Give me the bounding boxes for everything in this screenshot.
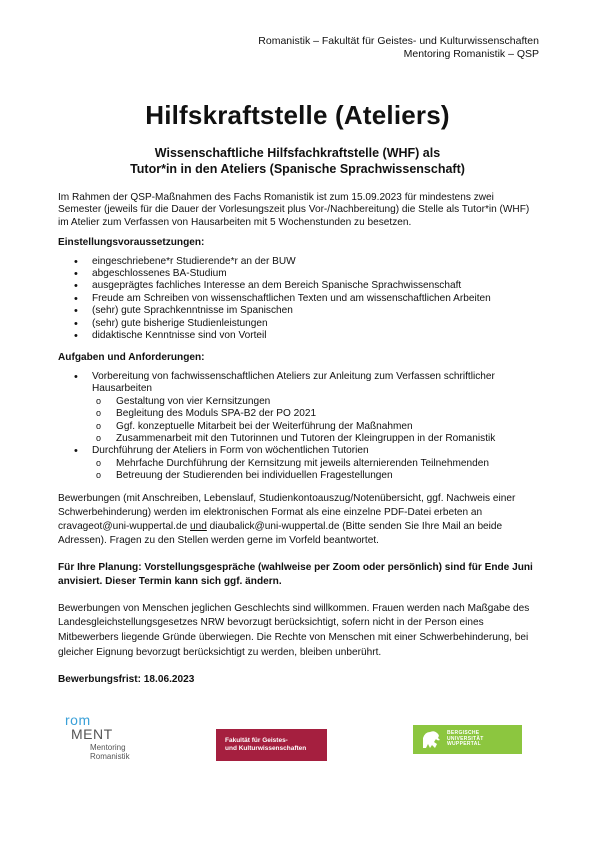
document-body — [58, 192, 539, 686]
task-label: Vorbereitung von fachwissenschaftlichen Ateliers zur Anleitung zum Verfassen schriftlicher Hausarbeiten — [92, 370, 495, 395]
task-label: Durchführung der Ateliers in Form von wöchentlichen Tutorien — [92, 445, 369, 457]
lion-emblem-icon — [419, 729, 443, 750]
romment-logo-sub-1: Mentoring — [90, 743, 126, 752]
sub-list — [92, 458, 539, 483]
diversity-paragraph: Bewerbungen von Menschen jeglichen Geschlechts sind willkommen. Frauen werden nach Maßgabe des Landesgleichstellungsgesetzes NRW bevorzugt berücksichtigt, sofern nicht in der Person eines Mitbewerbers liegende Gründe überwiegen. Die Rechte von Menschen mit einer Schwerbehinderung, bei gleicher Eignung bevorzugt berücksichtigt zu werden, bleiben unberührt. — [58, 602, 530, 658]
romment-logo — [65, 713, 145, 769]
buw-logo-line-2: UNIVERSITÄT — [447, 735, 484, 742]
sub-list-item: o Betreuung der Studierenden bei individuellen Fragestellungen — [92, 470, 539, 482]
faculty-logo-line-1: Fakultät für Geistes- — [225, 737, 288, 744]
list-item: • (sehr) gute bisherige Studienleistungen — [58, 318, 539, 330]
faculty-logo-line-2: und Kulturwissenschaften — [225, 745, 307, 752]
faculty-logo — [216, 729, 327, 761]
buw-logo-line-3: WUPPERTAL — [447, 741, 481, 748]
list-item: • didaktische Kenntnisse sind von Vorteil — [58, 330, 539, 342]
list-item: • ausgeprägtes fachliches Interesse an dem Bereich Spanische Sprachwissenschaft — [58, 280, 539, 292]
list-item: • (sehr) gute Sprachkenntnisse im Spanischen — [58, 305, 539, 317]
romment-logo-sub-2: Romanistik — [90, 752, 130, 761]
sub-list — [92, 396, 539, 446]
buw-logo — [413, 725, 522, 754]
sub-list-item: o Zusammenarbeit mit den Tutorinnen und Tutoren der Kleingruppen in der Romanistik — [92, 433, 539, 445]
list-item: • Freude am Schreiben von wissenschaftlichen Texten und am wissenschaftlichen Arbeiten — [58, 293, 539, 305]
logo-bar — [58, 713, 538, 773]
requirements-list — [58, 256, 539, 343]
application-und: und — [190, 520, 207, 532]
page-subtitle — [0, 145, 595, 177]
planning-paragraph: Für Ihre Planung: Vorstellungsgespräche (wahlweise per Zoom oder persönlich) sind für Ende Juni anvisiert. Dieser Termin kann sich ggf. ändern. — [58, 561, 533, 587]
list-item: • eingeschriebene*r Studierende*r an der BUW — [58, 256, 539, 268]
intro-paragraph: Im Rahmen der QSP-Maßnahmen des Fachs Romanistik ist zum 15.09.2023 für mindestens zwei Semester (jeweils für die Dauer der Vorlesungszeit plus Vor-/Nachbereitung) die Stelle als Tutor*in (WHF) im Atelier zum Verfassen von Hausarbeiten mit 5 Wochenstunden zu besetzen. — [58, 192, 530, 228]
subtitle-line-2: Tutor*in in den Ateliers (Spanische Sprachwissenschaft) — [130, 162, 465, 176]
tasks-heading: Aufgaben und Anforderungen: — [58, 352, 205, 364]
header-program: Mentoring Romanistik – QSP — [403, 48, 539, 60]
romment-logo-top: rom — [65, 712, 91, 728]
tasks-list — [58, 371, 539, 483]
list-item: • abgeschlossenes BA-Studium — [58, 268, 539, 280]
requirements-heading: Einstellungsvoraussetzungen: — [58, 237, 205, 249]
romment-logo-bottom: MENT — [71, 726, 113, 742]
application-text-2: diaubalick@uni-wuppertal.de (Bitte senden Sie Ihre Mail an beide Adressen). Fragen zu den Stellen werden gerne im Vorfeld beantwortet. — [58, 520, 503, 546]
sub-list-item: o Gestaltung von vier Kernsitzungen — [92, 396, 539, 408]
page-title: Hilfskraftstelle (Ateliers) — [145, 100, 450, 130]
list-item — [58, 445, 539, 482]
application-text-1: Bewerbungen (mit Anschreiben, Lebenslauf, Studienkontoauszug/Notenübersicht, ggf. Nachweis einer Schwerbehinderung) werden im elektronischen Format als eine einzelne PDF-Datei erbeten an cravageot@uni-wuppertal.de — [58, 492, 516, 532]
sub-list-item: o Begleitung des Moduls SPA-B2 der PO 2021 — [92, 408, 539, 420]
application-paragraph — [58, 492, 539, 548]
sub-list-item: o Mehrfache Durchführung der Kernsitzung mit jeweils alternierenden Teilnehmenden — [92, 458, 539, 470]
list-item — [58, 371, 539, 445]
header-faculty: Romanistik – Fakultät für Geistes- und Kulturwissenschaften — [258, 35, 539, 47]
subtitle-line-1: Wissenschaftliche Hilfsfachkraftstelle (WHF) als — [154, 146, 441, 160]
application-deadline: Bewerbungsfrist: 18.06.2023 — [58, 673, 195, 685]
buw-logo-line-1: BERGISCHE — [447, 730, 480, 736]
buw-logo-text — [447, 731, 484, 748]
page-header — [258, 35, 539, 61]
sub-list-item: o Ggf. konzeptuelle Mitarbeit bei der Weiterführung der Maßnahmen — [92, 421, 539, 433]
